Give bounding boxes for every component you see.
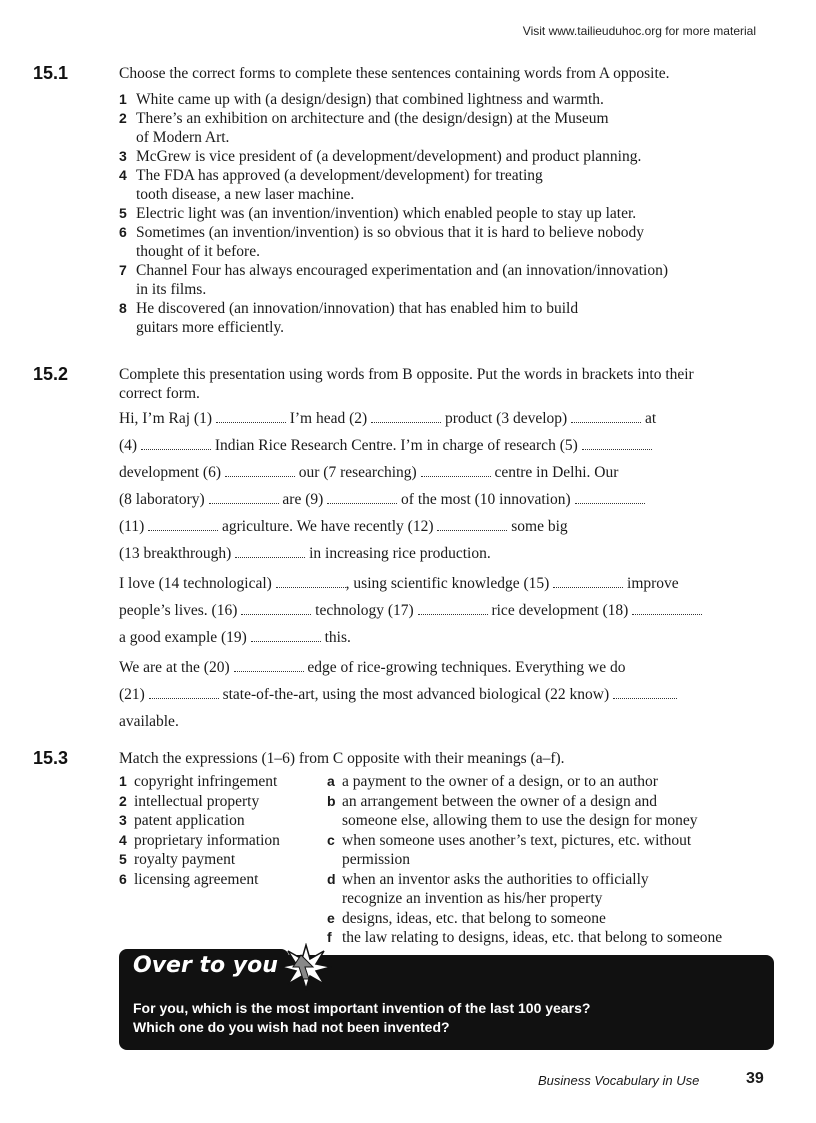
answer-blank[interactable] xyxy=(421,465,491,477)
list-item: 1 copyright infringement xyxy=(119,773,278,790)
expressions-column xyxy=(119,772,319,889)
page-number: 39 xyxy=(746,1070,764,1087)
answer-blank[interactable] xyxy=(234,660,304,672)
gap-fill-paragraph: I love (14 technological) , using scientific knowledge (15) improve people’s lives. (16) technology (17) rice development (18) a good example (19) this. xyxy=(119,570,759,651)
list-item: f the law relating to designs, ideas, etc. that belong to someone xyxy=(327,929,723,946)
list-item: 3 patent application xyxy=(119,812,245,829)
answer-blank[interactable] xyxy=(141,438,211,450)
answer-blank[interactable] xyxy=(148,519,218,531)
answer-blank[interactable] xyxy=(575,492,645,504)
list-item: 6 licensing agreement xyxy=(119,870,259,888)
answer-blank[interactable] xyxy=(251,630,321,642)
over-to-you-title: Over to you xyxy=(133,953,278,978)
list-item: 1 White came up with (a design/design) that combined lightness and warmth. xyxy=(119,91,604,108)
starburst-arrow-icon xyxy=(279,943,333,991)
answer-blank[interactable] xyxy=(613,687,677,699)
answer-blank[interactable] xyxy=(582,438,652,450)
list-item: b an arrangement between the owner of a design and someone else, allowing them to use the design for money xyxy=(327,792,698,829)
list-item: 5 Electric light was (an invention/invention) which enabled people to stay up later. xyxy=(119,205,637,222)
exercise-15-2-instruction: Complete this presentation using words from B opposite. Put the words in brackets into their correct form. xyxy=(119,366,694,402)
exercise-15-1-items xyxy=(119,90,759,337)
answer-blank[interactable] xyxy=(235,546,305,558)
list-item: 2 There’s an exhibition on architecture and (the design/design) at the Museum of Modern Art. xyxy=(119,110,609,146)
list-item: d when an inventor asks the authorities to officially recognize an invention as his/her property xyxy=(327,870,649,907)
answer-blank[interactable] xyxy=(371,411,441,423)
answer-blank[interactable] xyxy=(553,576,623,588)
exercise-number-15-3: 15.3 xyxy=(33,748,69,768)
list-item: a a payment to the owner of a design, or to an author xyxy=(327,773,658,790)
answer-blank[interactable] xyxy=(437,519,507,531)
answer-blank[interactable] xyxy=(632,603,702,615)
footer-book-title: Business Vocabulary in Use xyxy=(538,1073,700,1088)
answer-blank[interactable] xyxy=(276,576,346,588)
answer-blank[interactable] xyxy=(418,603,488,615)
gap-fill-paragraph: Hi, I’m Raj (1) I’m head (2) product (3 develop) at (4) Indian Rice Research Centre. I’m in charge of research (5) development (6) our (7 researching) centre in Delhi. Our (8 laboratory) are (9) of the most (10 innovation) (11) agriculture. We have recently (12) some big (13 breakthrough) in increasing rice production. xyxy=(119,410,657,562)
answer-blank[interactable] xyxy=(225,465,295,477)
gap-fill-paragraph: We are at the (20) edge of rice-growing techniques. Everything we do (21) state-of-the-art, using the most advanced biological (22 know) available. xyxy=(119,654,759,735)
list-item: 3 McGrew is vice president of (a development/development) and product planning. xyxy=(119,148,642,165)
answer-blank[interactable] xyxy=(327,492,397,504)
list-item: 5 royalty payment xyxy=(119,851,236,868)
answer-blank[interactable] xyxy=(149,687,219,699)
answer-blank[interactable] xyxy=(571,411,641,423)
exercise-15-2-text xyxy=(119,405,759,738)
list-item: 4 The FDA has approved (a development/development) for treating tooth disease, a new laser machine. xyxy=(119,167,543,203)
answer-blank[interactable] xyxy=(241,603,311,615)
list-item: c when someone uses another’s text, pictures, etc. without permission xyxy=(327,831,692,868)
list-item: 6 Sometimes (an invention/invention) is so obvious that it is hard to believe nobody thought of it before. xyxy=(119,224,644,260)
exercise-15-1-instruction: Choose the correct forms to complete these sentences containing words from A opposite. xyxy=(119,65,670,82)
list-item: 4 proprietary information xyxy=(119,831,280,849)
exercise-number-15-1: 15.1 xyxy=(33,63,69,83)
exercise-15-3-instruction: Match the expressions (1–6) from C opposite with their meanings (a–f). xyxy=(119,750,565,767)
exercise-number-15-2: 15.2 xyxy=(33,364,69,384)
answer-blank[interactable] xyxy=(209,492,279,504)
over-to-you-questions: For you, which is the most important invention of the last 100 years? Which one do you wish had not been invented? xyxy=(133,1000,591,1035)
header-website-link: Visit www.tailieuduhoc.org for more material xyxy=(522,24,756,38)
list-item: 2 intellectual property xyxy=(119,792,260,810)
meanings-column xyxy=(327,772,757,948)
list-item: 8 He discovered (an innovation/innovation) that has enabled him to build guitars more efficiently. xyxy=(119,300,579,336)
over-to-you-box xyxy=(119,955,774,1050)
answer-blank[interactable] xyxy=(216,411,286,423)
list-item: 7 Channel Four has always encouraged experimentation and (an innovation/innovation) in its films. xyxy=(119,262,669,298)
list-item: e designs, ideas, etc. that belong to someone xyxy=(327,909,606,927)
